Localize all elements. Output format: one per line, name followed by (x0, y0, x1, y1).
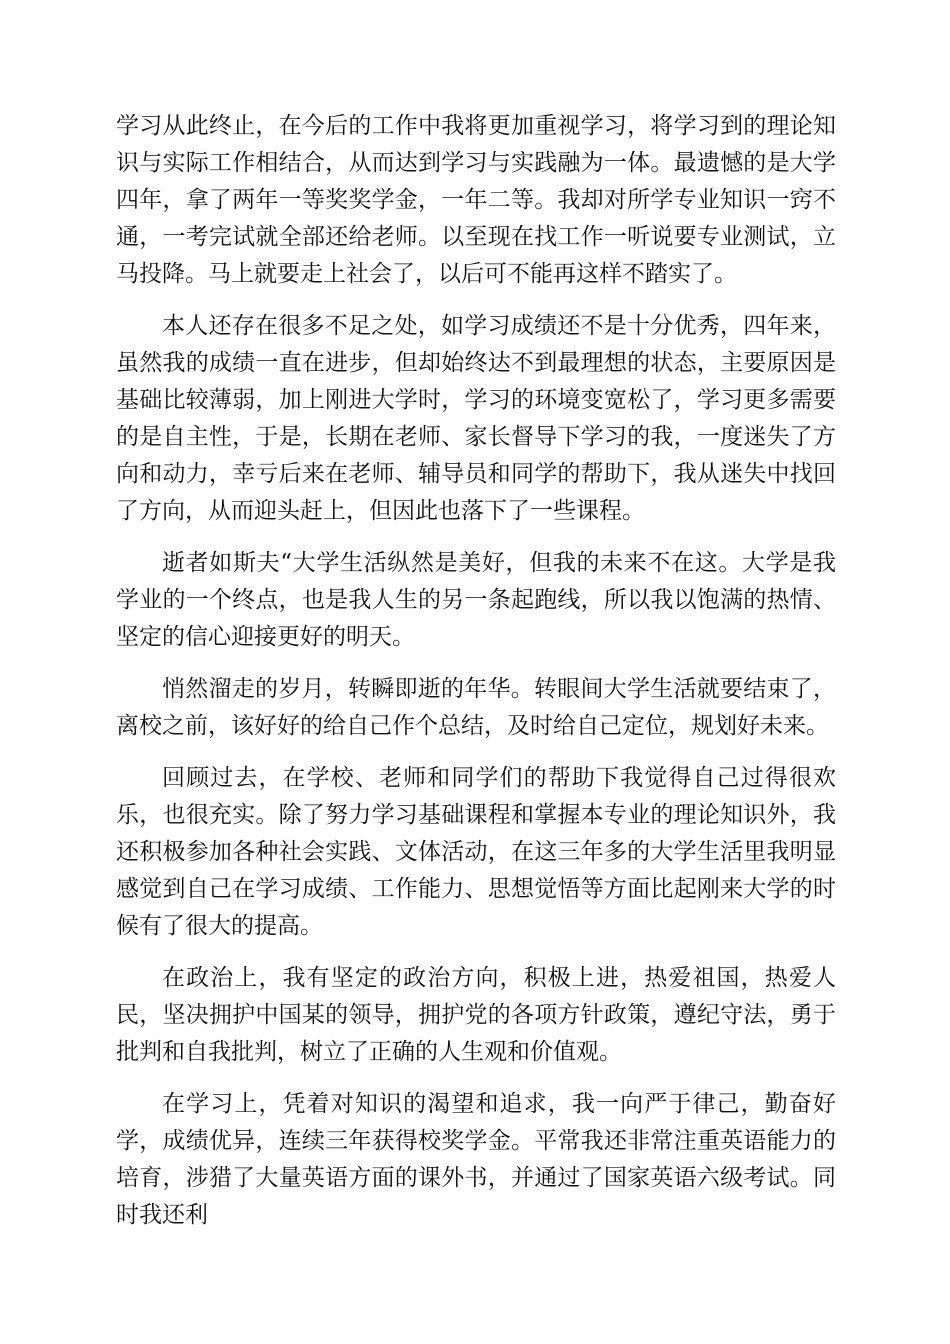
paragraph-5: 回顾过去，在学校、老师和同学们的帮助下我觉得自己过得很欢乐，也很充实。除了努力学习基础课程和掌握本专业的理论知识外，我还积极参加各种社会实践、文体活动，在这三年多的大学生活里我明显感觉到自己在学习成绩、工作能力、思想觉悟等方面比起刚来大学的时候有了很大的提高。 (116, 765, 836, 939)
paragraph-4: 悄然溜走的岁月，转瞬即逝的年华。转眼间大学生活就要结束了，离校之前，该好好的给自己作个总结，及时给自己定位，规划好未来。 (116, 676, 836, 739)
document-page (116, 108, 836, 1249)
paragraph-3: 逝者如斯夫“大学生活纵然是美好，但我的未来不在这。大学是我学业的一个终点，也是我人生的另一条起跑线，所以我以饱满的热情、坚定的信心迎接更好的明天。 (116, 550, 836, 650)
paragraph-6: 在政治上，我有坚定的政治方向，积极上进，热爱祖国，热爱人民，坚决拥护中国某的领导，拥护党的各项方针政策，遵纪守法，勇于批判和自我批判，树立了正确的人生观和价值观。 (116, 965, 836, 1065)
paragraph-7: 在学习上，凭着对知识的渴望和追求，我一向严于律己，勤奋好学，成绩优异，连续三年获得校奖学金。平常我还非常注重英语能力的培育，涉猎了大量英语方面的课外书，并通过了国家英语六级考试。同时我还利 (116, 1091, 836, 1228)
paragraph-1: 学习从此终止，在今后的工作中我将更加重视学习，将学习到的理论知识与实际工作相结合，从而达到学习与实践融为一体。最遗憾的是大学四年，拿了两年一等奖奖学金，一年二等。我却对所学专业知识一窍不通，一考完试就全部还给老师。以至现在找工作一听说要专业测试，立马投降。马上就要走上社会了，以后可不能再这样不踏实了。 (116, 113, 836, 287)
paragraph-2: 本人还存在很多不足之处，如学习成绩还不是十分优秀，四年来，虽然我的成绩一直在进步，但却始终达不到最理想的状态，主要原因是基础比较薄弱，加上刚进大学时，学习的环境变宽松了，学习更多需要的是自主性，于是，长期在老师、家长督导下学习的我，一度迷失了方向和动力，幸亏后来在老师、辅导员和同学的帮助下，我从迷失中找回了方向，从而迎头赶上，但因此也落下了一些课程。 (116, 313, 836, 524)
